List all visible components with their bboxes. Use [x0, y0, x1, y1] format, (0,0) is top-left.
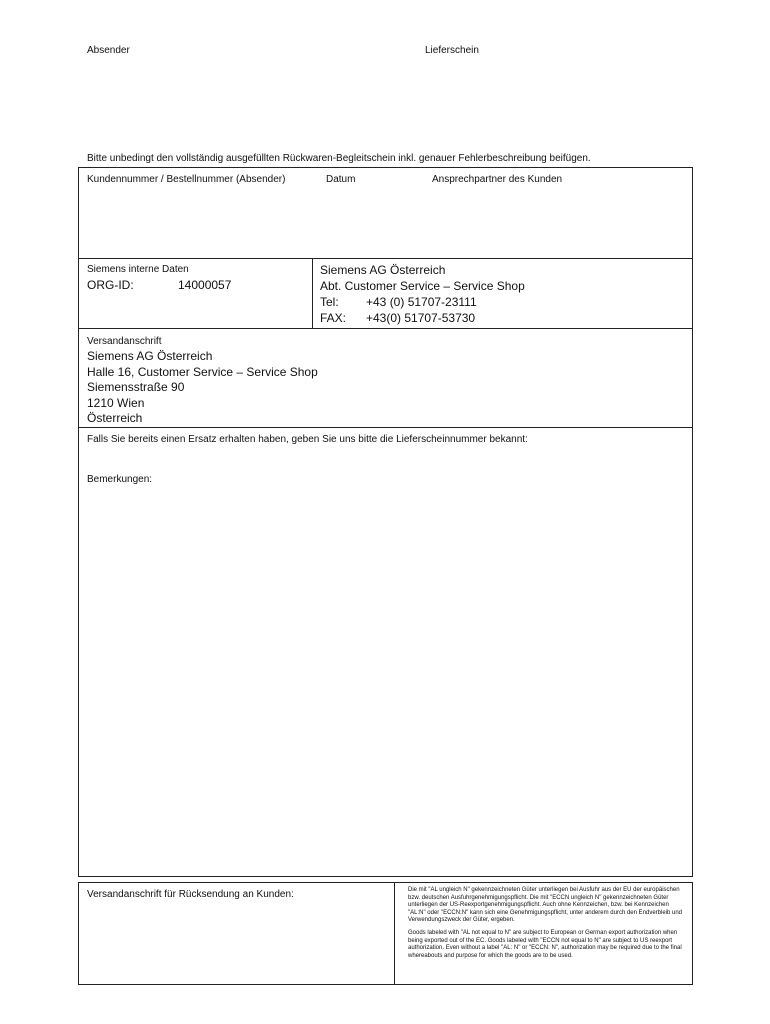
company-name: Siemens AG Österreich — [320, 263, 446, 277]
company-department: Abt. Customer Service – Service Shop — [320, 279, 525, 293]
address-line: Halle 16, Customer Service – Service Shop — [87, 365, 318, 379]
contact-label: Ansprechpartner des Kunden — [432, 174, 563, 185]
export-notes — [408, 887, 684, 965]
address-line: Siemens AG Österreich — [87, 349, 213, 363]
divider — [312, 258, 313, 329]
sender-label: Absender — [87, 45, 130, 56]
return-address-label: Versandanschrift für Rücksendung an Kunden: — [87, 889, 294, 900]
export-note-english: Goods labeled with "AL not equal to N" are subject to European or German export authorization when being exported out of the EC. Goods labeled with "ECCN not equal to N" are subject to US reexport authorization. Even without a label "AL: N" or "ECCN: N", authorization may be required due to the final whereabouts and purpose for which the goods are to be used. — [408, 929, 682, 959]
org-id-value: 14000057 — [178, 278, 232, 292]
customer-number-label: Kundennummer / Bestellnummer (Absender) — [87, 174, 286, 185]
address-line: 1210 Wien — [87, 396, 145, 410]
divider — [78, 427, 693, 428]
replacement-note: Falls Sie bereits einen Ersatz erhalten haben, geben Sie uns bitte die Lieferscheinnummer bekannt: — [87, 434, 528, 445]
divider — [394, 882, 395, 985]
instruction-text: Bitte unbedingt den vollständig ausgefüllten Rückwaren-Begleitschein inkl. genauer Fehlerbeschreibung beifügen. — [87, 153, 591, 164]
remarks-label: Bemerkungen: — [87, 474, 153, 485]
fax-label: FAX: — [320, 311, 347, 325]
internal-data-label: Siemens interne Daten — [87, 264, 189, 275]
shipping-address-label: Versandanschrift — [87, 336, 162, 347]
delivery-note-label: Lieferschein — [425, 45, 479, 56]
divider — [78, 328, 693, 329]
tel-value: +43 (0) 51707-23111 — [366, 295, 477, 309]
export-note-german: Die mit "AL ungleich N" gekennzeichneten Güter unterliegen bei Ausfuhr aus der EU der europäischen bzw. deutschen Ausfuhrgenehmigungspflicht. Die mit "ECCN ungleich N" gekennzeichneten Güter unterliegen der US-Reexportgenehmigungspflicht. Auch ohne Kennzeichen, bzw. bei Kennzeichen "AL:N" oder "ECCN:N" kann sich eine Genehmigungspflicht, unter anderem durch den Endverbleib und Verwendungszweck der Güter, ergeben. — [408, 887, 683, 924]
org-id-label: ORG-ID: — [87, 278, 134, 292]
date-label: Datum — [326, 174, 356, 185]
address-line: Siemensstraße 90 — [87, 380, 185, 394]
divider — [78, 258, 693, 259]
address-line: Österreich — [87, 411, 143, 425]
tel-label: Tel: — [320, 295, 339, 309]
fax-value: +43(0) 51707-53730 — [366, 311, 476, 325]
